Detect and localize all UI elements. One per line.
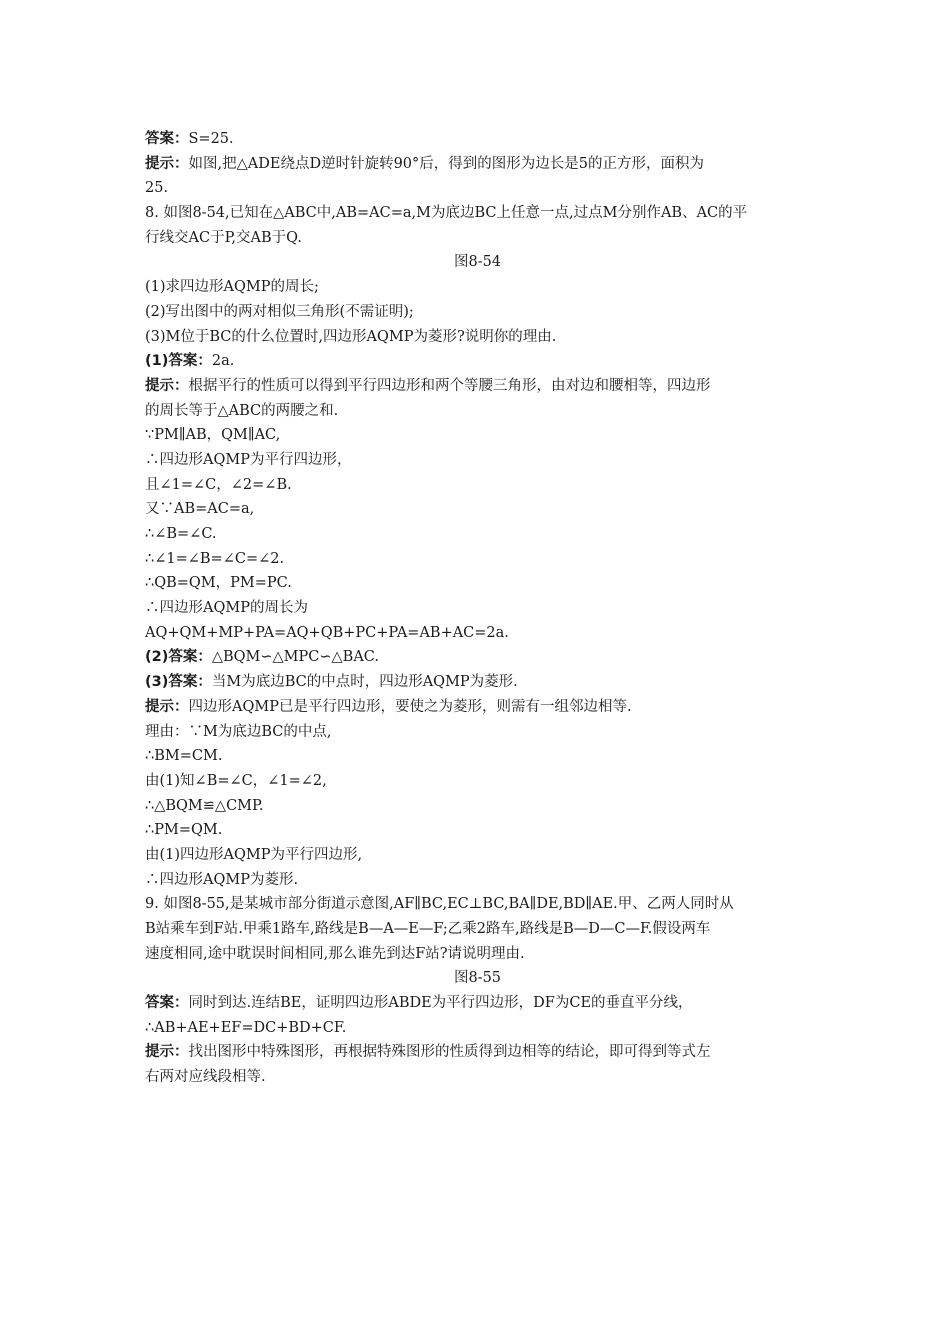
text-line <box>145 892 810 917</box>
line-text: 的周长等于△ABC的两腰之和. <box>145 402 339 419</box>
text-line <box>145 744 810 769</box>
line-text: 如图,把△ADE绕点D逆时针旋转90°后，得到的图形为边长是5的正方形，面积为 <box>188 155 704 172</box>
answer-label: 答案： <box>145 995 189 1012</box>
text-line <box>145 769 810 794</box>
line-text: ∴BM=CM. <box>145 748 223 765</box>
text-line <box>145 176 810 201</box>
text-line <box>145 152 810 177</box>
line-text: S=25. <box>188 131 234 147</box>
line-text: 2a. <box>211 353 235 370</box>
line-text: ∴PM=QM. <box>145 822 223 839</box>
text-line <box>145 991 810 1016</box>
text-line <box>145 473 810 498</box>
text-line <box>145 522 810 547</box>
line-text: ∴∠B=∠C. <box>145 526 217 542</box>
line-text: 8. 如图8-54,已知在△ABC中,AB=AC=a,M为底边BC上任意一点,过点M分别作AB、AC的平 <box>145 205 748 222</box>
line-text: 速度相同,途中耽误时间相同,那么谁先到达F站?请说明理由. <box>145 945 525 962</box>
text-line <box>145 868 810 893</box>
line-text: (2)写出图中的两对相似三角形(不需证明); <box>145 303 414 320</box>
line-text: 理由：∵M为底边BC的中点, <box>145 723 332 740</box>
line-text: 当M为底边BC的中点时，四边形AQMP为菱形. <box>211 674 518 691</box>
line-text: 图8-54 <box>453 254 502 271</box>
text-line <box>145 497 810 522</box>
figure-caption <box>145 966 810 991</box>
line-text: 右两对应线段相等. <box>145 1069 266 1086</box>
line-text: (3)M位于BC的什么位置时,四边形AQMP为菱形?说明你的理由. <box>145 328 557 345</box>
line-text: (1)求四边形AQMP的周长; <box>145 279 319 296</box>
document-page <box>145 127 810 1090</box>
text-line <box>145 621 810 646</box>
text-line <box>145 794 810 819</box>
line-text: 由(1)四边形AQMP为平行四边形, <box>145 846 363 863</box>
text-line <box>145 547 810 572</box>
line-text: 找出图形中特殊图形，再根据特殊图形的性质得到边相等的结论，即可得到等式左 <box>188 1044 711 1061</box>
text-line <box>145 201 810 226</box>
line-text: △BQM∽△MPC∽△BAC. <box>211 649 379 666</box>
text-line <box>145 226 810 251</box>
text-line <box>145 349 810 374</box>
line-text: 又∵AB=AC=a, <box>145 501 255 518</box>
line-text: 四边形AQMP已是平行四边形，要使之为菱形，则需有一组邻边相等. <box>188 698 632 715</box>
line-text: ∴四边形AQMP为菱形. <box>145 871 299 888</box>
text-line <box>145 448 810 473</box>
text-line <box>145 1040 810 1065</box>
text-line <box>145 1065 810 1090</box>
answer-label: 提示： <box>145 698 189 715</box>
text-line <box>145 645 810 670</box>
answer-label: (1)答案： <box>145 353 212 370</box>
answer-label: (2)答案： <box>145 649 212 666</box>
line-text: 且∠1=∠C，∠2=∠B. <box>145 476 292 493</box>
text-line <box>145 720 810 745</box>
line-text: ∴△BQM≌△CMP. <box>145 797 264 814</box>
text-line <box>145 399 810 424</box>
line-text: 25. <box>145 180 169 197</box>
line-text: ∴∠1=∠B=∠C=∠2. <box>145 550 285 567</box>
text-line <box>145 818 810 843</box>
text-line <box>145 917 810 942</box>
answer-label: 答案： <box>145 131 189 147</box>
text-line <box>145 127 810 152</box>
line-text: AQ+QM+MP+PA=AQ+QB+PC+PA=AB+AC=2a. <box>145 624 509 641</box>
text-line <box>145 571 810 596</box>
text-line <box>145 423 810 448</box>
line-text: 根据平行的性质可以得到平行四边形和两个等腰三角形，由对边和腰相等，四边形 <box>188 377 711 394</box>
answer-label: 提示： <box>145 155 189 172</box>
text-line <box>145 942 810 967</box>
line-text: ∴AB+AE+EF=DC+BD+CF. <box>145 1019 347 1036</box>
text-line <box>145 596 810 621</box>
answer-label: (3)答案： <box>145 674 212 691</box>
text-line <box>145 1016 810 1041</box>
line-text: 由(1)知∠B=∠C，∠1=∠2, <box>145 772 327 789</box>
line-text: B站乘车到F站.甲乘1路车,路线是B—A—E—F;乙乘2路车,路线是B—D—C—F.假设两车 <box>145 921 711 937</box>
text-line <box>145 374 810 399</box>
text-line <box>145 670 810 695</box>
answer-label: 提示： <box>145 1044 189 1061</box>
text-line <box>145 325 810 350</box>
line-text: 9. 如图8-55,是某城市部分街道示意图,AF∥BC,EC⊥BC,BA∥DE,BD∥AE.甲、乙两人同时从 <box>145 896 734 913</box>
line-text: ∵PM∥AB，QM∥AC, <box>145 427 281 444</box>
text-line <box>145 300 810 325</box>
line-text: 行线交AC于P,交AB于Q. <box>145 229 302 246</box>
text-line <box>145 695 810 720</box>
line-text: 图8-55 <box>453 970 502 987</box>
line-text: 同时到达.连结BE，证明四边形ABDE为平行四边形，DF为CE的垂直平分线， <box>188 995 693 1012</box>
line-text: ∴QB=QM，PM=PC. <box>145 575 292 592</box>
figure-caption <box>145 250 810 275</box>
line-text: ∴四边形AQMP为平行四边形， <box>145 451 352 468</box>
answer-label: 提示： <box>145 377 189 394</box>
text-line <box>145 275 810 300</box>
line-text: ∴四边形AQMP的周长为 <box>145 600 308 617</box>
text-line <box>145 843 810 868</box>
